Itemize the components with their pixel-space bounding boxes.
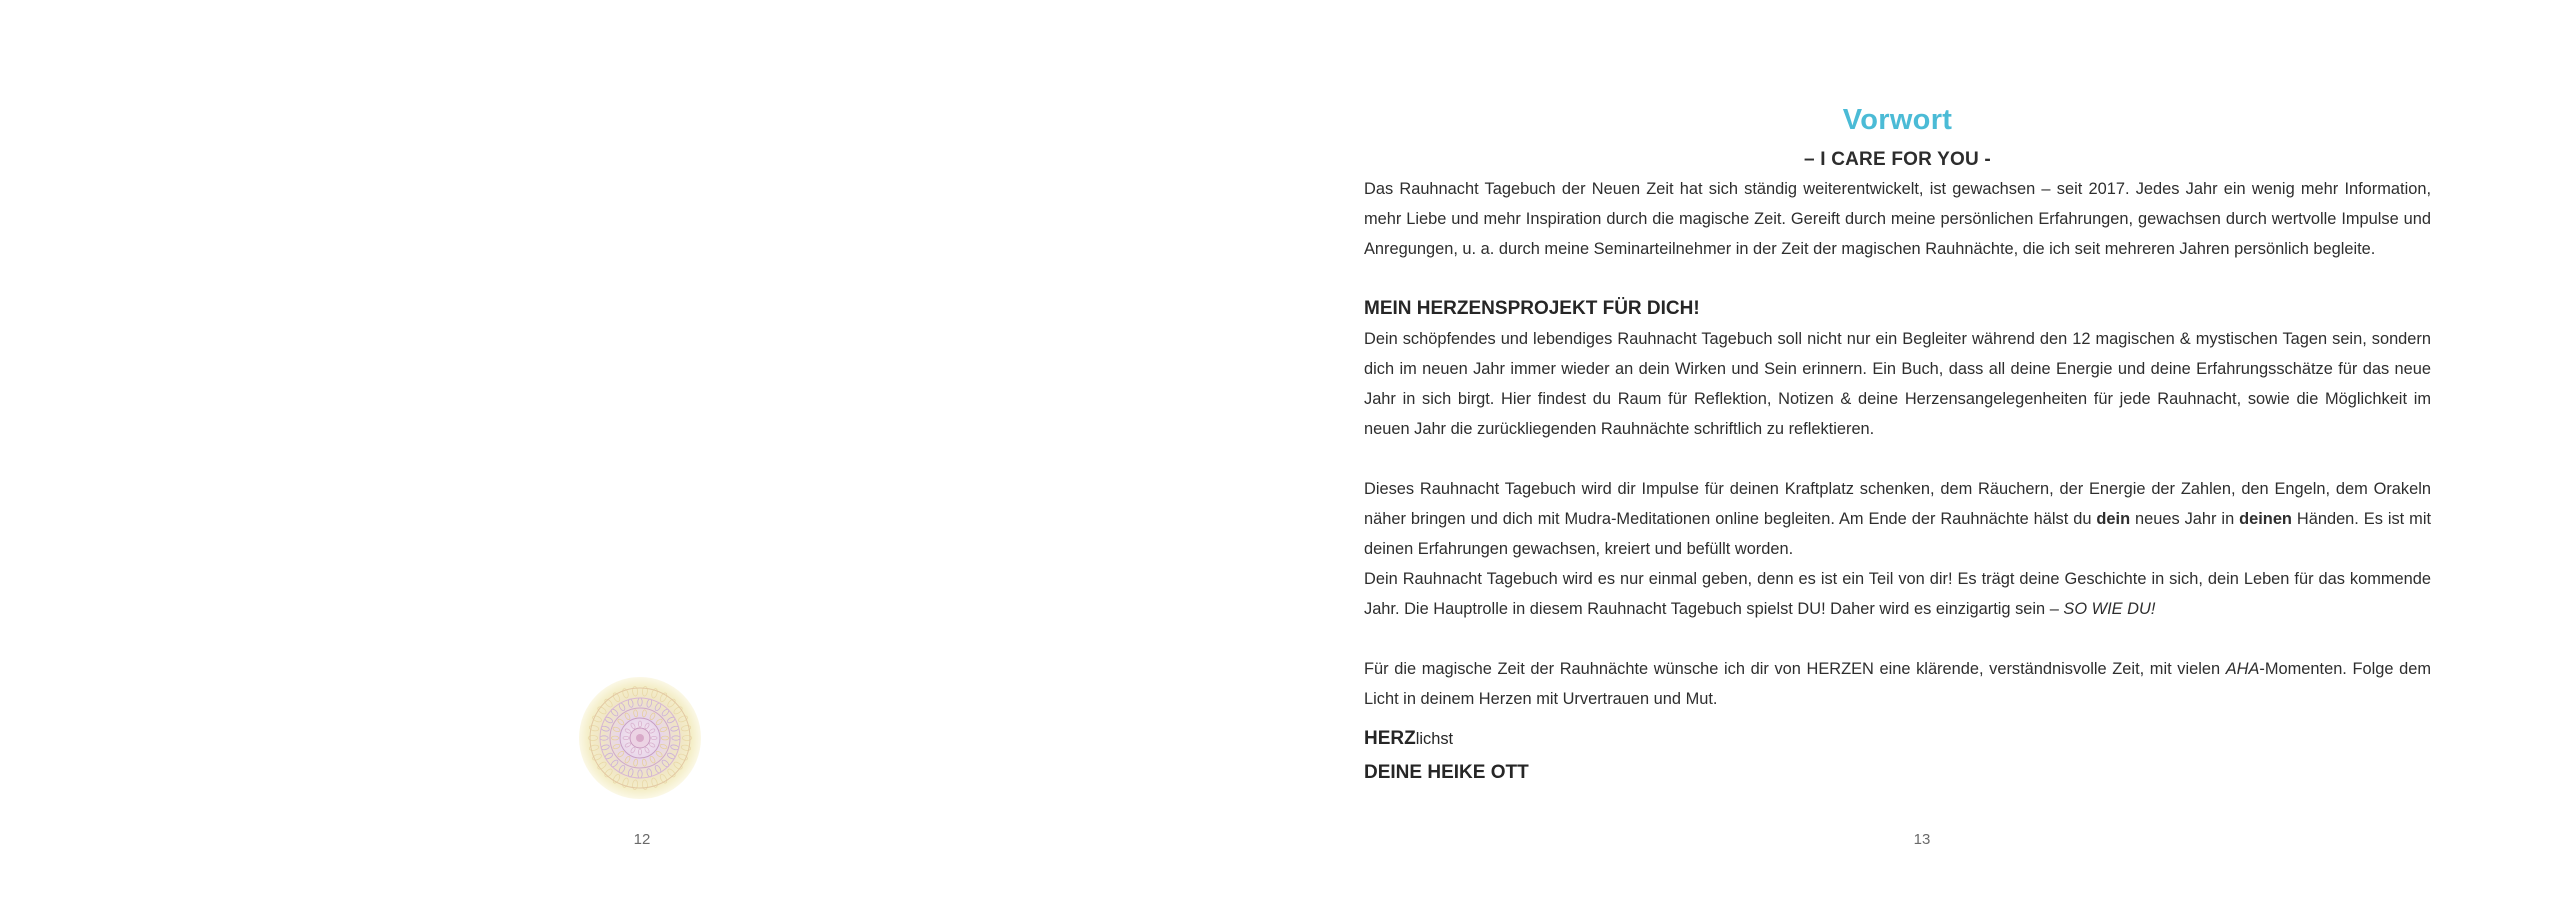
right-page <box>1280 0 2560 903</box>
paragraph-herzensprojekt: Dein schöpfendes und lebendiges Rauhnacht Tagebuch soll nicht nur ein Begleiter während den 12 magischen & mystischen Tagen sein, sondern dich im neuen Jahr immer wieder an dein Wirken und Sein erinnern. Ein Buch, dass all deine Energie und deine Erfahrungsschätze für das neue Jahr in sich birgt. Hier findest du Raum für Reflektion, Notizen & deine Herzensangelegenheiten für jede Rauhnacht, sowie die Möglichkeit im neuen Jahr die zurückliegenden Rauhnächte schriftlich zu reflektieren. <box>1364 330 2431 438</box>
page-number-right: 13 <box>1913 831 1931 848</box>
intro-paragraph: Das Rauhnacht Tagebuch der Neuen Zeit hat sich ständig weiterentwickelt, ist gewachsen – seit 2017. Jedes Jahr ein wenig mehr Information, mehr Liebe und mehr Inspiration durch die magische Zeit. Gereift durch meine persönlichen Erfahrungen, gewachsen durch wertvolle Impulse und Anregungen, u. a. durch meine Seminarteilnehmer in der Zeit der magischen Rauhnächte, die ich seit mehreren Jahren persönlich begleite. <box>1364 180 2431 258</box>
page-subtitle: – I CARE FOR YOU - <box>1804 149 1991 170</box>
preface-content <box>1364 100 2431 790</box>
paragraph-einzigartig: Dein Rauhnacht Tagebuch wird es nur einmal geben, denn es ist ein Teil von dir! Es trägt deine Geschichte in sich, dein Leben für das kommende Jahr. Die Hauptrolle in diesem Rauhnacht Tagebuch spielst DU! Daher wird es einzigartig sein – SO WIE DU! <box>1364 570 2431 618</box>
section-heading: MEIN HERZENSPROJEKT FÜR DICH! <box>1364 298 1700 319</box>
mandala-icon <box>578 676 702 800</box>
signature-name: DEINE HEIKE OTT <box>1364 762 1529 783</box>
page-number-left: 12 <box>633 831 651 848</box>
paragraph-impulse: Dieses Rauhnacht Tagebuch wird dir Impulse für deinen Kraftplatz schenken, dem Räuchern, der Energie der Zahlen, den Engeln, dem Orakeln näher bringen und dich mit Mudra-Meditationen online begleiten. Am Ende der Rauhnächte hälst du dein neues Jahr in deinen Händen. Es ist mit deinen Erfahrungen gewachsen, kreiert und befüllt worden. <box>1364 480 2432 558</box>
signature-greeting: HERZlichst <box>1364 728 1454 749</box>
paragraph-wunsch: Für die magische Zeit der Rauhnächte wünsche ich dir von HERZEN eine klärende, verständnisvolle Zeit, mit vielen AHA-Momenten. Folge dem Licht in deinem Herzen mit Urvertrauen und Mut. <box>1364 660 2431 708</box>
page-title: Vorwort <box>1842 104 1953 136</box>
